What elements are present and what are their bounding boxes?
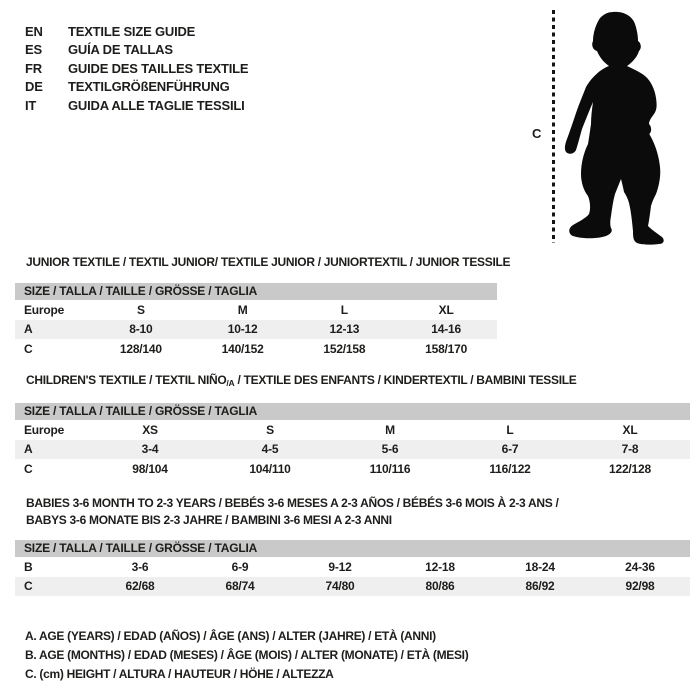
language-row bbox=[25, 96, 248, 115]
legend-note-line: B. AGE (MONTHS) / EDAD (MESES) / ÂGE (MOIS) / ALTER (MONATE) / ETÀ (MESI) bbox=[25, 647, 469, 662]
language-code: EN bbox=[25, 23, 43, 39]
table-cell: 140/152 bbox=[221, 341, 264, 356]
language-label: TEXTILGRÖßENFÜHRUNG bbox=[68, 79, 230, 95]
section-title-part: CHILDREN'S TEXTILE / TEXTIL NIÑO bbox=[26, 373, 227, 387]
table-cell: 8-10 bbox=[129, 322, 153, 337]
language-label: GUIDA ALLE TAGLIE TESSILI bbox=[68, 97, 245, 113]
table-cell: 10-12 bbox=[227, 322, 258, 337]
table-cell: 74/80 bbox=[325, 579, 355, 594]
table-row bbox=[15, 339, 497, 359]
table-cell: 62/68 bbox=[125, 579, 155, 594]
table-cell: XS bbox=[142, 422, 158, 437]
legend-note-line: A. AGE (YEARS) / EDAD (AÑOS) / ÂGE (ANS) / ALTER (JAHRE) / ETÀ (ANNI) bbox=[25, 628, 436, 643]
row-label: Europe bbox=[24, 422, 65, 437]
language-label: GUÍA DE TALLAS bbox=[68, 42, 173, 58]
table-cell: XL bbox=[438, 302, 454, 317]
row-label: C bbox=[24, 461, 33, 476]
table-row bbox=[15, 420, 690, 440]
language-row bbox=[25, 41, 248, 60]
table-row bbox=[15, 440, 690, 460]
section-title-line: JUNIOR TEXTILE / TEXTIL JUNIOR/ TEXTILE JUNIOR / JUNIORTEXTIL / JUNIOR TESSILE bbox=[26, 255, 511, 269]
language-code: DE bbox=[25, 79, 43, 95]
row-label: Europe bbox=[24, 302, 65, 317]
table-cell: 14-16 bbox=[431, 322, 461, 337]
table-cell: 12-18 bbox=[425, 559, 455, 574]
section-title-line: BABIES 3-6 MONTH TO 2-3 YEARS / BEBÉS 3-6 MESES A 2-3 AÑOS / BÉBÉS 3-6 MOIS À 2-3 ANS / bbox=[26, 496, 559, 510]
legend-notes bbox=[25, 626, 468, 684]
table-row bbox=[15, 459, 690, 479]
table-row bbox=[15, 577, 690, 597]
table-cell: 24-36 bbox=[625, 559, 655, 574]
language-code: FR bbox=[25, 60, 42, 76]
legend-note-line: C. (cm) HEIGHT / ALTURA / HAUTEUR / HÖHE / ALTEZZA bbox=[25, 666, 334, 681]
language-label: GUIDE DES TAILLES TEXTILE bbox=[68, 60, 249, 76]
height-measure-label: C bbox=[532, 126, 542, 141]
language-list bbox=[25, 22, 248, 115]
babies-section-title bbox=[26, 495, 558, 529]
table-cell: L bbox=[340, 302, 348, 317]
table-row bbox=[15, 300, 497, 320]
table-cell: 9-12 bbox=[328, 559, 352, 574]
table-row bbox=[15, 557, 690, 577]
table-cell: 92/98 bbox=[625, 579, 655, 594]
language-row bbox=[25, 78, 248, 97]
language-row bbox=[25, 59, 248, 78]
table-cell: 6-7 bbox=[501, 442, 519, 457]
row-label: C bbox=[24, 341, 33, 356]
size-header-bar: SIZE / TALLA / TAILLE / GRÖSSE / TAGLIA bbox=[15, 403, 690, 420]
table-row bbox=[15, 320, 497, 340]
table-cell: M bbox=[385, 422, 395, 437]
table-cell: M bbox=[237, 302, 248, 317]
table-cell: 152/158 bbox=[323, 341, 366, 356]
table-cell: 104/110 bbox=[249, 461, 291, 476]
toddler-silhouette-path bbox=[565, 12, 664, 245]
table-cell: S bbox=[266, 422, 274, 437]
table-cell: 4-5 bbox=[261, 442, 279, 457]
table-cell: 3-4 bbox=[141, 442, 159, 457]
size-header-bar: SIZE / TALLA / TAILLE / GRÖSSE / TAGLIA bbox=[15, 540, 690, 557]
toddler-silhouette-image bbox=[555, 5, 700, 250]
language-row bbox=[25, 22, 248, 41]
size-header-bar: SIZE / TALLA / TAILLE / GRÖSSE / TAGLIA bbox=[15, 283, 497, 300]
table-cell: 5-6 bbox=[381, 442, 399, 457]
table-cell: 12-13 bbox=[329, 322, 360, 337]
table-cell: 122/128 bbox=[609, 461, 651, 476]
table-cell: S bbox=[136, 302, 145, 317]
junior-size-table bbox=[15, 283, 497, 359]
table-cell: 158/170 bbox=[425, 341, 468, 356]
table-cell: 116/122 bbox=[489, 461, 531, 476]
babies-size-table bbox=[15, 540, 690, 596]
table-cell: 86/92 bbox=[525, 579, 555, 594]
language-code: IT bbox=[25, 97, 37, 113]
table-cell: 80/86 bbox=[425, 579, 455, 594]
junior-section-title bbox=[26, 254, 510, 271]
table-cell: L bbox=[506, 422, 514, 437]
language-label: TEXTILE SIZE GUIDE bbox=[68, 23, 196, 39]
table-cell: 68/74 bbox=[225, 579, 255, 594]
section-title-line: BABYS 3-6 MONATE BIS 2-3 JAHRE / BAMBINI 3-6 MESI A 2-3 ANNI bbox=[26, 513, 392, 527]
row-label: A bbox=[24, 442, 33, 457]
row-label: B bbox=[24, 559, 33, 574]
height-measure-dashed-line bbox=[552, 10, 555, 243]
table-cell: 128/140 bbox=[119, 341, 162, 356]
table-cell: 110/116 bbox=[369, 461, 411, 476]
table-cell: 18-24 bbox=[525, 559, 555, 574]
table-cell: 7-8 bbox=[621, 442, 639, 457]
table-cell: 6-9 bbox=[231, 559, 249, 574]
table-cell: 3-6 bbox=[131, 559, 149, 574]
children-section-title bbox=[26, 372, 576, 392]
row-label: A bbox=[24, 322, 33, 337]
section-title-part: /A bbox=[226, 378, 235, 388]
table-cell: XL bbox=[622, 422, 638, 437]
row-label: C bbox=[24, 579, 33, 594]
section-title-part: / TEXTILE DES ENFANTS / KINDERTEXTIL / BAMBINI TESSILE bbox=[234, 373, 577, 387]
table-cell: 98/104 bbox=[132, 461, 168, 476]
children-size-table bbox=[15, 403, 690, 479]
language-code: ES bbox=[25, 42, 42, 58]
